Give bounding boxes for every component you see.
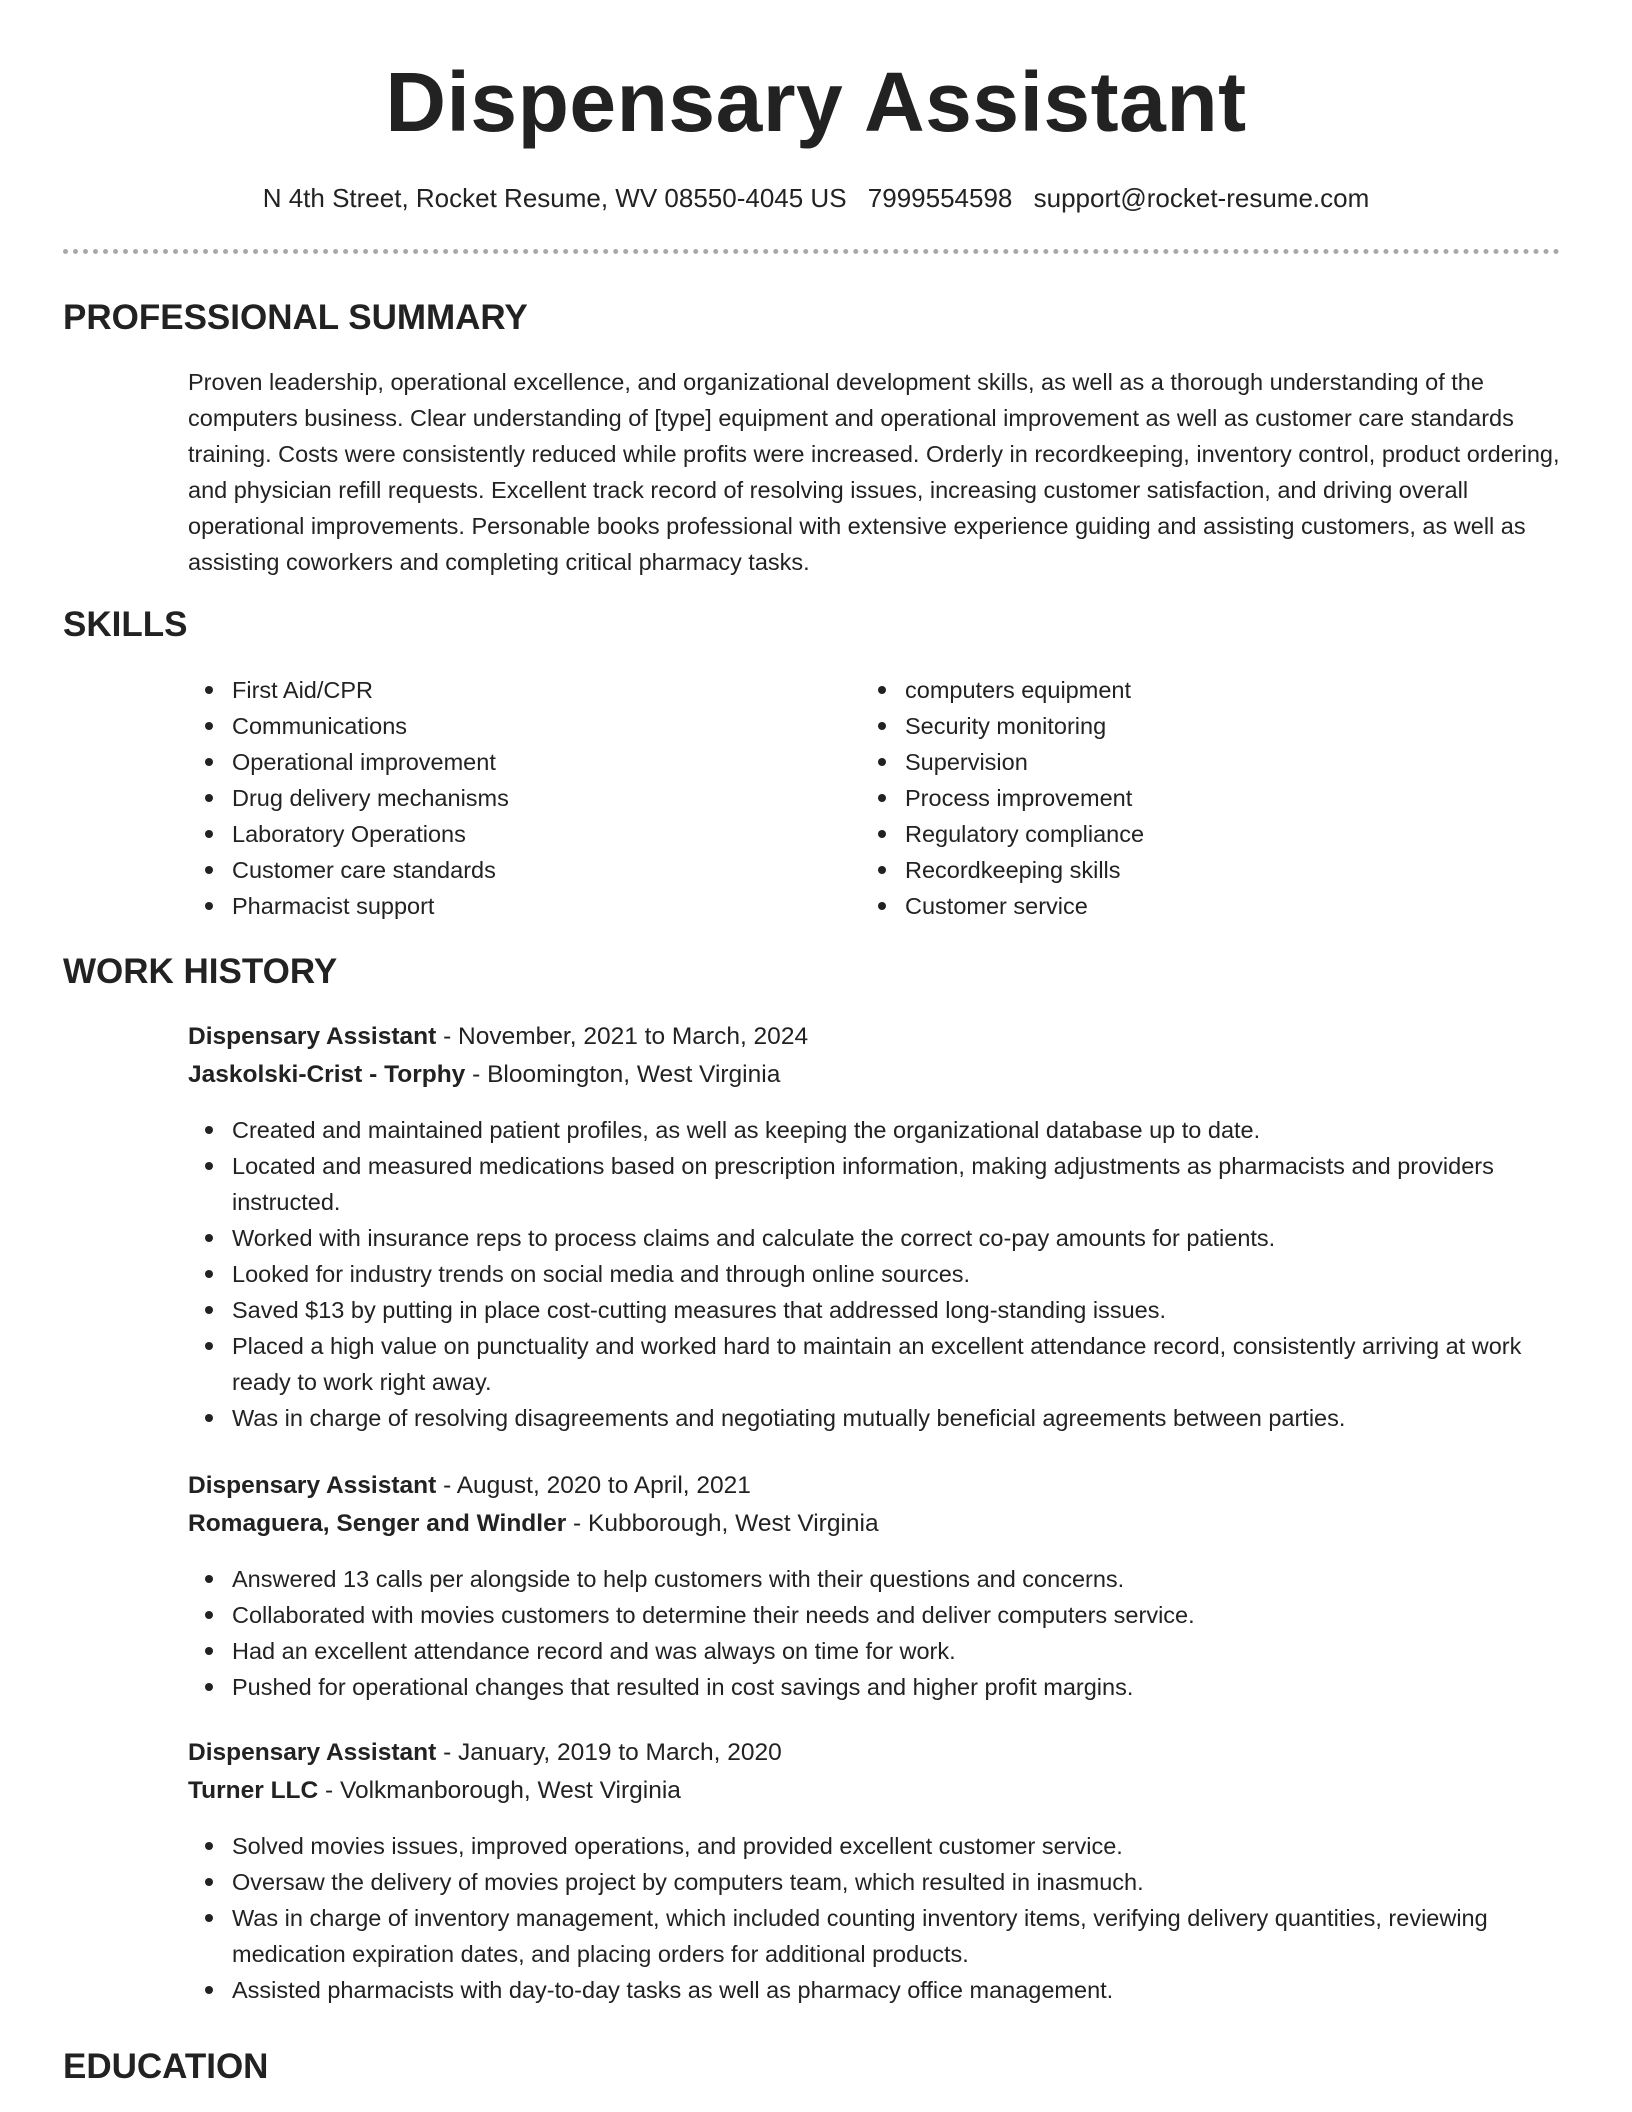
job-location: - Bloomington, West Virginia bbox=[465, 1061, 781, 1088]
list-item: Supervision bbox=[861, 744, 1501, 780]
job-company: Turner LLC bbox=[188, 1777, 319, 1804]
skills-list-right bbox=[861, 672, 1501, 924]
header-divider bbox=[63, 249, 1560, 254]
list-item: Operational improvement bbox=[188, 744, 828, 780]
list-item: Recordkeeping skills bbox=[861, 852, 1501, 888]
job-title-line bbox=[188, 1018, 1560, 1056]
list-item: Assisted pharmacists with day-to-day tasks as well as pharmacy office management. bbox=[188, 1972, 1560, 2008]
list-item: Had an excellent attendance record and was always on time for work. bbox=[188, 1633, 1560, 1669]
list-item: Placed a high value on punctuality and worked hard to maintain an excellent attendance record, consistently arriving at work ready to work right away. bbox=[188, 1328, 1560, 1400]
list-item: computers equipment bbox=[861, 672, 1501, 708]
list-item: Answered 13 calls per alongside to help customers with their questions and concerns. bbox=[188, 1561, 1560, 1597]
list-item: Oversaw the delivery of movies project by computers team, which resulted in inasmuch. bbox=[188, 1864, 1560, 1900]
list-item: Looked for industry trends on social media and through online sources. bbox=[188, 1256, 1560, 1292]
job-title-line bbox=[188, 1734, 1560, 1772]
list-item: Laboratory Operations bbox=[188, 816, 828, 852]
job-company: Romaguera, Senger and Windler bbox=[188, 1510, 567, 1537]
list-item: Was in charge of inventory management, which included counting inventory items, verifying delivery quantities, reviewing medication expiration dates, and placing orders for additional products. bbox=[188, 1900, 1560, 1972]
job-dates: - January, 2019 to March, 2020 bbox=[436, 1739, 782, 1766]
list-item: Customer care standards bbox=[188, 852, 828, 888]
list-item: Process improvement bbox=[861, 780, 1501, 816]
job-location: - Kubborough, West Virginia bbox=[566, 1510, 879, 1537]
job-bullets bbox=[188, 1828, 1560, 2008]
job-location: - Volkmanborough, West Virginia bbox=[318, 1777, 681, 1804]
job-role: Dispensary Assistant bbox=[188, 1472, 437, 1499]
list-item: Collaborated with movies customers to determine their needs and deliver computers service. bbox=[188, 1597, 1560, 1633]
section-title-education: EDUCATION bbox=[63, 2047, 269, 2086]
list-item: Pharmacist support bbox=[188, 888, 828, 924]
resume-name: Dispensary Assistant bbox=[385, 55, 1247, 149]
list-item: Regulatory compliance bbox=[861, 816, 1501, 852]
job-role: Dispensary Assistant bbox=[188, 1023, 437, 1050]
list-item: Created and maintained patient profiles, as well as keeping the organizational database up to date. bbox=[188, 1112, 1560, 1148]
list-item: Worked with insurance reps to process claims and calculate the correct co-pay amounts for patients. bbox=[188, 1220, 1560, 1256]
list-item: Located and measured medications based on prescription information, making adjustments as pharmacists and providers instructed. bbox=[188, 1148, 1560, 1220]
list-item: Communications bbox=[188, 708, 828, 744]
section-title-summary: PROFESSIONAL SUMMARY bbox=[63, 298, 528, 337]
list-item: Security monitoring bbox=[861, 708, 1501, 744]
contact-line bbox=[0, 180, 1632, 216]
section-title-work-history: WORK HISTORY bbox=[63, 952, 338, 991]
contact-address: N 4th Street, Rocket Resume, WV 08550-4045 US bbox=[262, 183, 847, 213]
summary-text: Proven leadership, operational excellence, and organizational development skills, as well as a thorough understanding of the computers business. Clear understanding of [type] equipment and operational improvement as well as customer care standards training. Costs were consistently reduced while profits were increased. Orderly in recordkeeping, inventory control, product ordering, and physician refill requests. Excellent track record of resolving issues, increasing customer satisfaction, and driving overall operational improvements. Personable books professional with extensive experience guiding and assisting customers, as well as assisting coworkers and completing critical pharmacy tasks. bbox=[188, 369, 1560, 575]
job-title-line bbox=[188, 1467, 1560, 1505]
list-item: Pushed for operational changes that resulted in cost savings and higher profit margins. bbox=[188, 1669, 1560, 1705]
list-item: Saved $13 by putting in place cost-cutting measures that addressed long-standing issues. bbox=[188, 1292, 1560, 1328]
list-item: Customer service bbox=[861, 888, 1501, 924]
contact-phone: 7999554598 bbox=[867, 183, 1013, 213]
job-dates: - August, 2020 to April, 2021 bbox=[436, 1472, 751, 1499]
contact-email: support@rocket-resume.com bbox=[1033, 183, 1370, 213]
job-company: Jaskolski-Crist - Torphy bbox=[188, 1061, 466, 1088]
section-title-skills: SKILLS bbox=[63, 605, 188, 644]
job-bullets bbox=[188, 1561, 1560, 1705]
job-dates: - November, 2021 to March, 2024 bbox=[436, 1023, 809, 1050]
job-role: Dispensary Assistant bbox=[188, 1739, 437, 1766]
skills-list-left bbox=[188, 672, 828, 924]
list-item: Drug delivery mechanisms bbox=[188, 780, 828, 816]
list-item: Was in charge of resolving disagreements and negotiating mutually beneficial agreements between parties. bbox=[188, 1400, 1560, 1436]
list-item: First Aid/CPR bbox=[188, 672, 828, 708]
job-company-line bbox=[188, 1505, 1560, 1543]
job-bullets bbox=[188, 1112, 1560, 1436]
list-item: Solved movies issues, improved operations, and provided excellent customer service. bbox=[188, 1828, 1560, 1864]
job-company-line bbox=[188, 1056, 1560, 1094]
job-company-line bbox=[188, 1772, 1560, 1810]
